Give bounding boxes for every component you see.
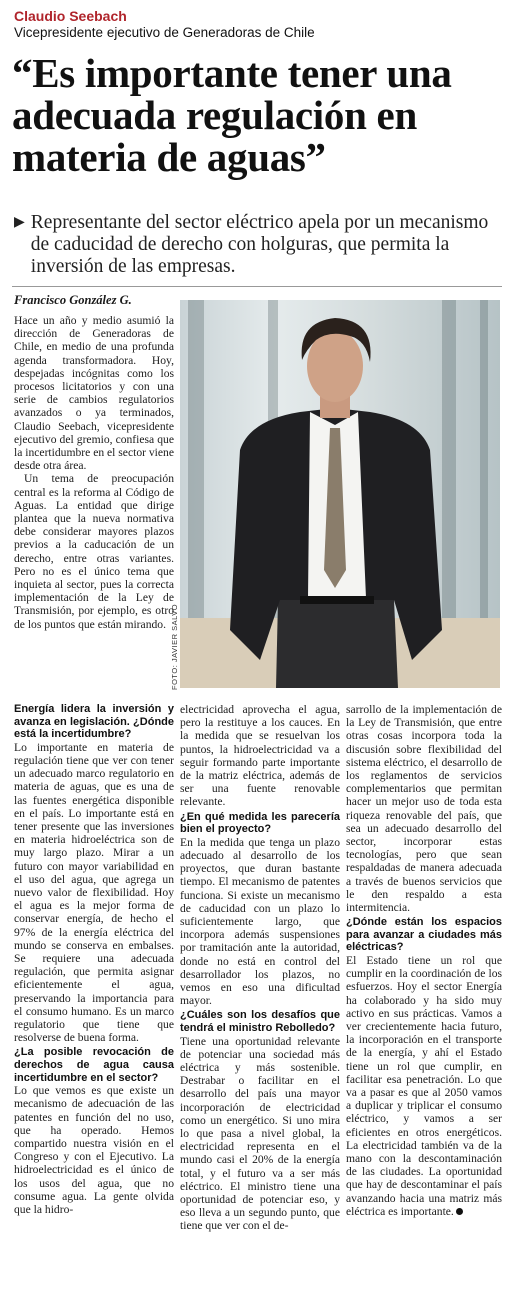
answer: Tiene una oportunidad relevante de potenciar una sociedad más eléctrica y más sostenible. Destrabar o facilitar en el desarrollo del país una mayor incorporación de electricidad como un energético. Si uno mira lo que pasa a nivel global, la electricidad representa en el mundo casi el 20% de la energía total, y el futuro va a ser más eléctrico. El ministro tiene una oportunidad de potenciar eso, y eso lleva a un segundo punto, que tiene que ver con el de- [180, 1034, 340, 1233]
byline: Francisco González G. [14, 293, 132, 307]
divider [12, 286, 502, 287]
portrait-photo [180, 300, 500, 688]
intro-paragraph: Un tema de preocupación central es la reforma al Código de Aguas. La entidad que dirige plantea que la nueva normativa debe considerar mayores plazos previos a la caducación de un derecho, entre otras variantes. Pero no es el único tema que inquieta al sector, pues la correcta implementación de la Ley de Transmisión, por ejemplo, es otro de los puntos que están mirando. [14, 472, 174, 631]
interviewee-role: Vicepresidente ejecutivo de Generadoras de Chile [14, 25, 315, 40]
body-column-3 [346, 703, 502, 1218]
body-column-2 [180, 703, 340, 1233]
question: ¿En qué medida les parecería bien el proyecto? [180, 810, 340, 836]
question: Energía lidera la inversión y avanza en legislación. ¿Dónde está la incertidumbre? [14, 703, 174, 741]
question: ¿Dónde están los espacios para avanzar a ciudades más eléctricas? [346, 916, 502, 954]
deck [14, 212, 502, 278]
answer: En la medida que tenga un plazo adecuado al desarrollo de los proyectos, que duran bastante tiempo. El mecanismo de patentes funciona. Si existe un mecanismo de caducidad con un plazo lo suficientemente largo, que incorpora además suspensiones por tramitación ante la autoridad, donde no está en control del desarrollador los plazos, no vemos en eso una dificultad mayor. [180, 835, 340, 1008]
answer: electricidad aprovecha el agua, pero la restituye a los cauces. En la medida que se resuelvan los puntos, la hidroelectricidad va a seguir formando parte importante de la matriz eléctrica, además de ser una fuente renovable relevante. [180, 703, 340, 809]
deck-text: Representante del sector eléctrico apela por un mecanismo de caducidad de derecho con holguras, que permita la inversión de las empresas. [30, 212, 489, 277]
body-column-1 [14, 703, 174, 1216]
headline: “Es importante tener una adecuada regulación en materia de aguas” [12, 50, 452, 180]
answer: sarrollo de la implementación de la Ley de Transmisión, que entre otras cosas incorpora toda la discusión sobre flexibilidad del sistema eléctrico, el desarrollo de los reglamentos de servicios complementarios que permitan hacer un mejor uso de toda esta riqueza renovable del país, que sea un adecuado desarrollo del sector, incorporar estas tecnologías, pero que sean respaldadas de manera adecuada a través de buenos servicios que le den respaldo a esta intermitencia. [346, 703, 502, 915]
answer: Lo importante en materia de regulación tiene que ver con tener un adecuado marco regulatorio en materia de aguas, que es una de las fuentes energética disponible en el país. Lo importante está en tener presente que las inversiones en materia hidroeléctrica son de muy largo plazo. Mirar a un futuro con mayor variabilidad en el uso del agua, que agrega un nuevo valor de flexibilidad. Hoy el agua es la mejor forma de conservar energía, de hecho el 97% de la energía eléctrica del mundo se conserva en embalses. Se requiere una adecuada regulación, que permita asignar eficientemente el agua, preservando la importancia para el consumo humano. Es un marco regulatorio que tiene que resolverse de buena forma. [14, 740, 174, 1045]
answer [346, 954, 502, 1218]
end-of-article-icon [456, 1208, 463, 1215]
question: ¿La posible revocación de derechos de agua causa incertidumbre en el sector? [14, 1046, 174, 1084]
intro-column [14, 314, 174, 631]
photo-credit-text: FOTO: JAVIER SALVO [170, 603, 179, 690]
triangle-bullet-icon: ▶ [14, 215, 25, 230]
question: ¿Cuáles son los desafíos que tendrá el ministro Rebolledo? [180, 1009, 340, 1035]
article-header [14, 8, 498, 41]
intro-paragraph: Hace un año y medio asumió la dirección de Generadoras de Chile, en medio de una profunda agenda transformadora. Hoy, despejadas incógnitas como los procesos licitatorios y con una serie de cambios regulatorios avanzados o ya terminados, Claudio Seebach, vicepresidente ejecutivo del gremio, confiesa que la incertidumbre en el sector viene desde otra área. [14, 314, 174, 473]
answer: Lo que vemos es que existe un mecanismo de adecuación de las patentes en función del no uso, que ha operado. Hemos compartido nuestra visión en el Congreso y con el Ejecutivo. La hidroelectricidad es el único de los usos del agua, que no consume agua. La gente olvida que la hidro- [14, 1084, 174, 1217]
photo-credit [170, 603, 256, 699]
interviewee-name: Claudio Seebach [14, 8, 127, 24]
answer-text: El Estado tiene un rol que cumplir en la coordinación de los esfuerzos. Hoy el sector Energía ha colaborado y ha sido muy activo en sus prácticas. Vamos a ver crecientemente hacia futuro, la incorporación en el transporte de la energía, y ahí el Estado tiene un rol que cumplir, en facilitar esa penetración. Lo que va a pasar es que al 2050 vamos a duplicar y triplicar el consumo eléctrico, y vamos a ser eficientes en otros energéticos. La electricidad también va de la mano con la descontaminación de las ciudades. La oportunidad que hay de descontaminar el país avanzando hacia una matriz más eléctrica es importante. [346, 954, 502, 1218]
man-in-suit-illustration [180, 300, 500, 688]
